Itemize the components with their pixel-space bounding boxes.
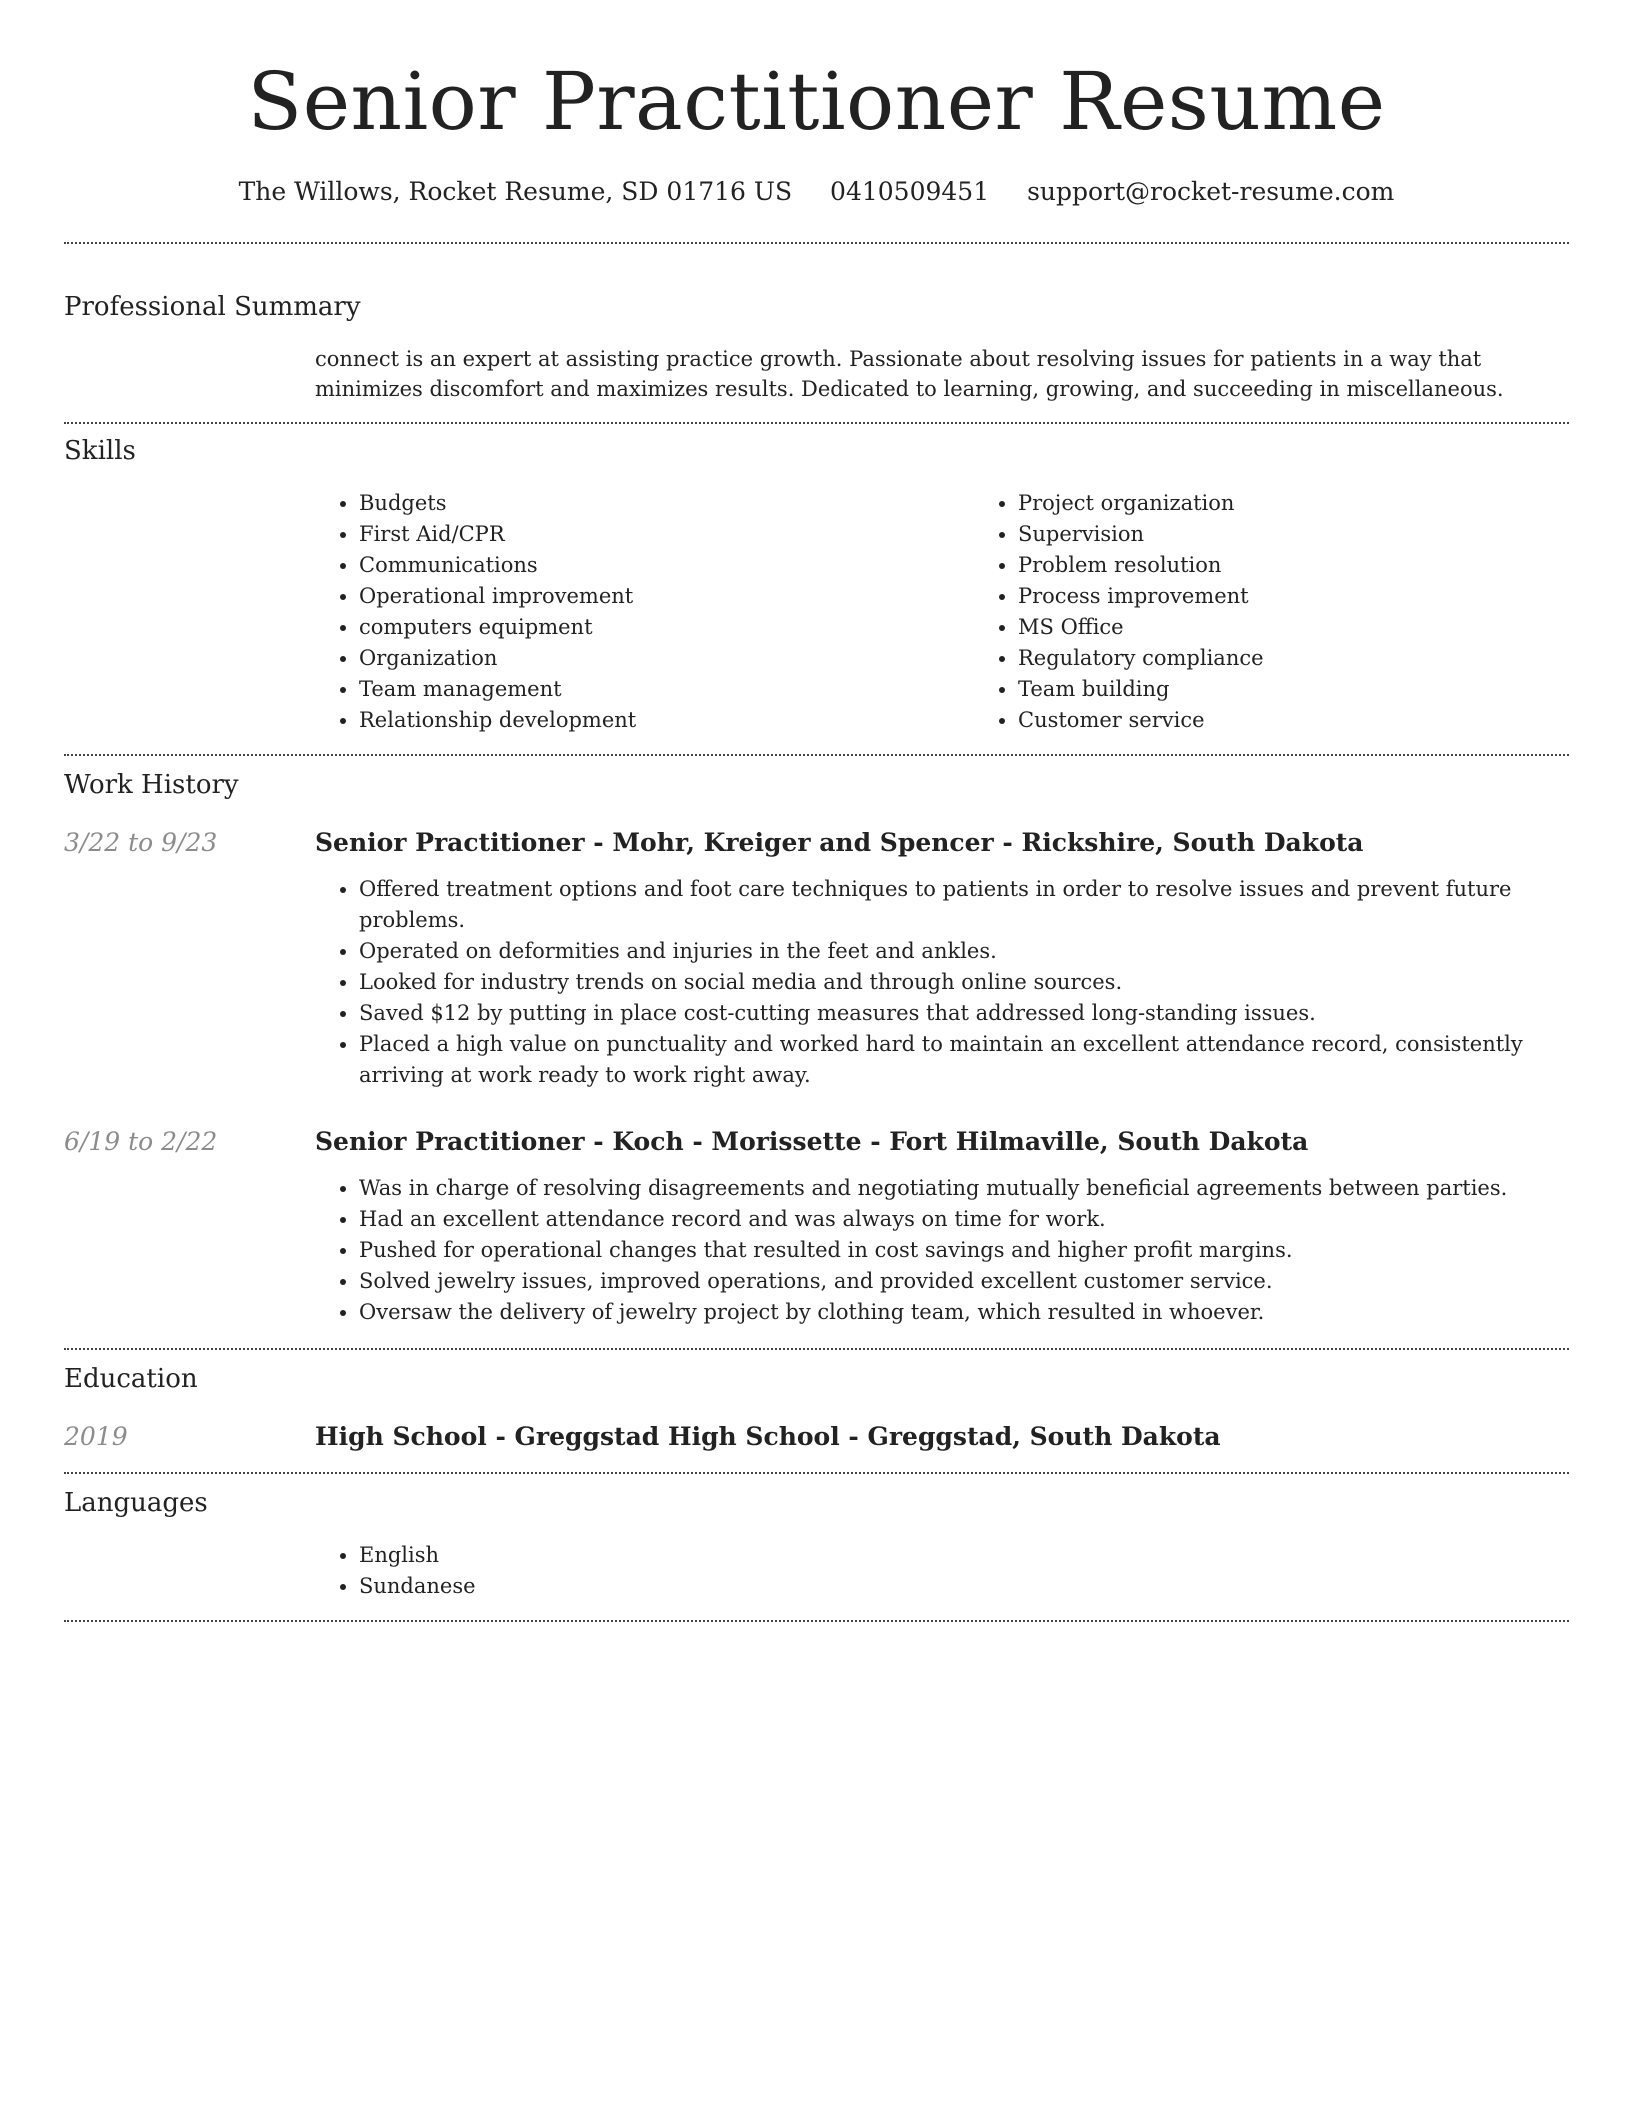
education-entry — [64, 1420, 1569, 1454]
languages-heading: Languages — [64, 1488, 208, 1518]
work-history-heading: Work History — [64, 770, 239, 800]
section-divider — [64, 1472, 1569, 1474]
skill-item: • Problem resolution — [1018, 550, 1632, 581]
contact-email: support@rocket-resume.com — [1027, 177, 1395, 206]
resume-title: Senior Practitioner Resume — [247, 55, 1386, 148]
section-divider — [64, 754, 1569, 756]
summary-text: connect is an expert at assisting practice growth. Passionate about resolving issues for patients in a way that minimizes discomfort and maximizes results. Dedicated to learning, growing, and succeeding in miscellaneous. — [315, 347, 1504, 401]
skill-item: • Communications — [359, 550, 974, 581]
skills-section — [64, 434, 1569, 736]
section-divider — [64, 1348, 1569, 1350]
education-heading: Education — [64, 1364, 198, 1394]
skill-item: • Customer service — [1018, 705, 1632, 736]
job-bullets — [315, 1173, 1569, 1328]
skills-list-left — [315, 488, 974, 736]
job-bullet: • Saved $12 by putting in place cost-cutting measures that addressed long-standing issues. — [359, 998, 1569, 1029]
contact-line — [64, 176, 1569, 208]
contact-phone: 0410509451 — [830, 177, 990, 206]
skill-item: • MS Office — [1018, 612, 1632, 643]
skill-item: • Operational improvement — [359, 581, 974, 612]
section-divider — [64, 422, 1569, 424]
job-dates: 6/19 to 2/22 — [64, 1127, 218, 1156]
skill-item: • Organization — [359, 643, 974, 674]
job-entry — [64, 826, 1569, 1091]
job-bullet: • Placed a high value on punctuality and worked hard to maintain an excellent attendance record, consistently arriving at work ready to work right away. — [359, 1029, 1569, 1091]
skill-item: • Team building — [1018, 674, 1632, 705]
contact-address: The Willows, Rocket Resume, SD 01716 US — [238, 177, 793, 206]
job-heading: Senior Practitioner - Mohr, Kreiger and Spencer - Rickshire, South Dakota — [315, 828, 1364, 857]
job-bullet: • Looked for industry trends on social media and through online sources. — [359, 967, 1569, 998]
languages-list — [315, 1540, 1569, 1602]
summary-section — [64, 290, 1569, 404]
work-history-section — [64, 768, 1569, 1328]
job-bullet: • Offered treatment options and foot care techniques to patients in order to resolve issues and prevent future problems. — [359, 874, 1569, 936]
skill-item: • Relationship development — [359, 705, 974, 736]
section-divider — [64, 242, 1569, 244]
job-dates: 3/22 to 9/23 — [64, 828, 218, 857]
education-year: 2019 — [64, 1422, 128, 1451]
skill-item: • computers equipment — [359, 612, 974, 643]
resume-page — [64, 0, 1569, 1622]
skill-item: • Regulatory compliance — [1018, 643, 1632, 674]
job-bullet: • Pushed for operational changes that resulted in cost savings and higher profit margins. — [359, 1235, 1569, 1266]
job-bullets — [315, 874, 1569, 1091]
skill-item: • Budgets — [359, 488, 974, 519]
skill-item: • Project organization — [1018, 488, 1632, 519]
language-item: • English — [359, 1540, 1569, 1571]
skill-item: • Process improvement — [1018, 581, 1632, 612]
job-bullet: • Had an excellent attendance record and was always on time for work. — [359, 1204, 1569, 1235]
skill-item: • Team management — [359, 674, 974, 705]
job-bullet: • Solved jewelry issues, improved operations, and provided excellent customer service. — [359, 1266, 1569, 1297]
education-section — [64, 1362, 1569, 1454]
skill-item: • First Aid/CPR — [359, 519, 974, 550]
skills-list-right — [974, 488, 1632, 736]
job-entry — [64, 1125, 1569, 1328]
section-divider — [64, 1620, 1569, 1622]
education-heading-text: High School - Greggstad High School - Greggstad, South Dakota — [315, 1422, 1221, 1451]
skill-item: • Supervision — [1018, 519, 1632, 550]
job-bullet: • Was in charge of resolving disagreements and negotiating mutually beneficial agreements between parties. — [359, 1173, 1569, 1204]
languages-section — [64, 1486, 1569, 1602]
job-bullet: • Oversaw the delivery of jewelry project by clothing team, which resulted in whoever. — [359, 1297, 1569, 1328]
job-bullet: • Operated on deformities and injuries in the feet and ankles. — [359, 936, 1569, 967]
summary-heading: Professional Summary — [64, 292, 361, 322]
language-item: • Sundanese — [359, 1571, 1569, 1602]
job-heading: Senior Practitioner - Koch - Morissette - Fort Hilmaville, South Dakota — [315, 1127, 1309, 1156]
skills-heading: Skills — [64, 436, 136, 466]
